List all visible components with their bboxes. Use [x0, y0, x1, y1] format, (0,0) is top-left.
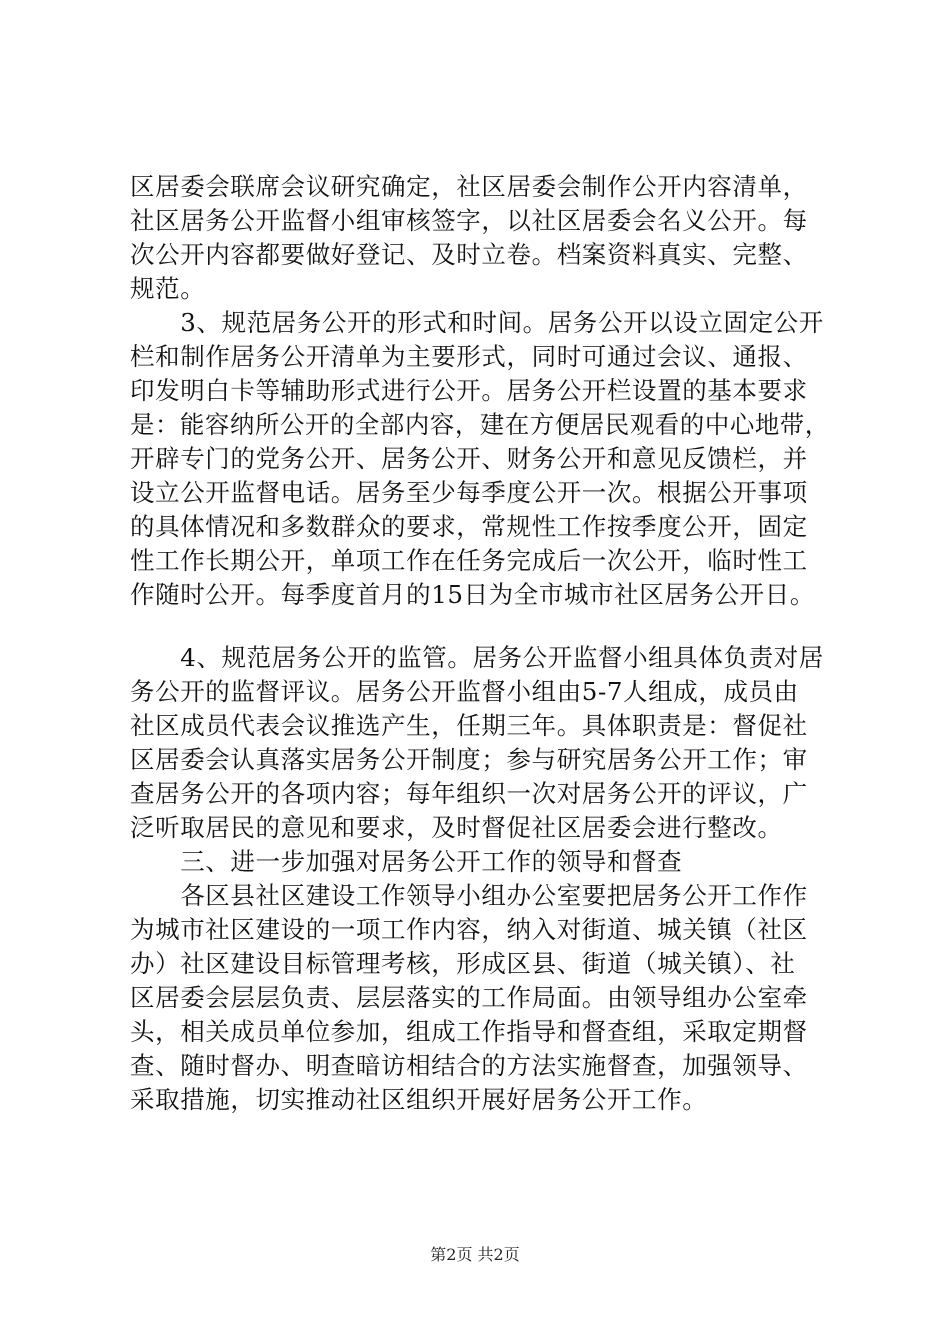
- text-line: 栏和制作居务公开清单为主要形式，同时可通过会议、通报、: [130, 342, 808, 371]
- text-line: 性工作长期公开，单项工作在任务完成后一次公开，临时性工: [130, 546, 808, 575]
- text-line: 次公开内容都要做好登记、及时立卷。档案资料真实、完整、: [130, 240, 808, 269]
- page-footer: 第2页 共2页: [430, 1245, 520, 1264]
- text-line: 办）社区建设目标管理考核，形成区县、街道（城关镇）、社: [130, 949, 796, 978]
- text-line: 查居务公开的各项内容；每年组织一次对居务公开的评议，广: [130, 779, 808, 808]
- text-line: 务公开的监督评议。居务公开监督小组由5-7人组成，成员由: [130, 677, 799, 706]
- text-line: 为城市社区建设的一项工作内容，纳入对街道、城关镇（社区: [130, 915, 808, 944]
- text-line: 是：能容纳所公开的全部内容，建在方便居民观看的中心地带，: [130, 410, 830, 439]
- text-line: 设立公开监督电话。居务至少每季度公开一次。根据公开事项: [130, 478, 808, 507]
- text-line: 社区成员代表会议推选产生，任期三年。具体职责是：督促社: [130, 711, 808, 740]
- text-line: 规范。: [130, 274, 206, 303]
- text-line: 采取措施，切实推动社区组织开展好居务公开工作。: [130, 1085, 708, 1114]
- text-line: 作随时公开。每季度首月的15日为全市城市社区居务公开日。: [130, 580, 815, 609]
- text-line: 区居委会联席会议研究确定，社区居委会制作公开内容清单，: [130, 172, 808, 201]
- text-line: 区居委会认真落实居务公开制度；参与研究居务公开工作；审: [130, 745, 808, 774]
- text-line: 头，相关成员单位参加，组成工作指导和督查组，采取定期督: [130, 1017, 808, 1046]
- text-line: 印发明白卡等辅助形式进行公开。居务公开栏设置的基本要求: [130, 376, 808, 405]
- text-line: 3、规范居务公开的形式和时间。居务公开以设立固定公开: [130, 308, 824, 337]
- text-line: 开辟专门的党务公开、居务公开、财务公开和意见反馈栏，并: [130, 444, 808, 473]
- text-line: 的具体情况和多数群众的要求，常规性工作按季度公开，固定: [130, 512, 808, 541]
- text-line: 社区居务公开监督小组审核签字，以社区居委会名义公开。每: [130, 206, 808, 235]
- text-line: 4、规范居务公开的监管。居务公开监督小组具体负责对居: [130, 643, 824, 672]
- text-line: 区居委会层层负责、层层落实的工作局面。由领导组办公室牵: [130, 983, 808, 1012]
- text-line: 查、随时督办、明查暗访相结合的方法实施督查，加强领导、: [130, 1051, 808, 1080]
- section-heading: 三、进一步加强对居务公开工作的领导和督查: [130, 847, 683, 876]
- text-line: 泛听取居民的意见和要求，及时督促社区居委会进行整改。: [130, 813, 783, 842]
- text-line: 各区县社区建设工作领导小组办公室要把居务公开工作作: [130, 881, 808, 910]
